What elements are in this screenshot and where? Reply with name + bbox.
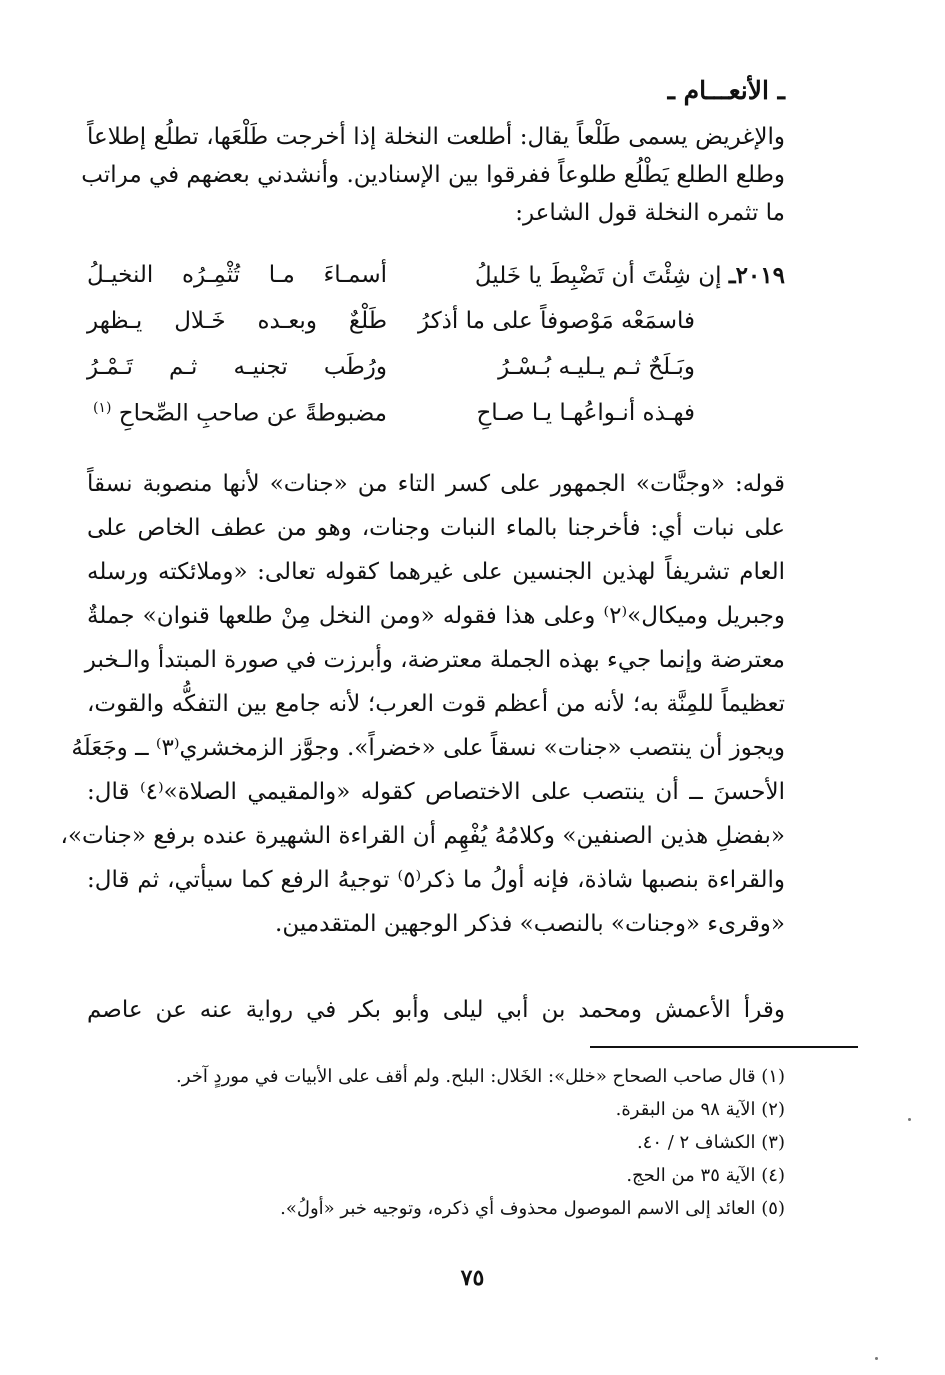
footnote: (٢) الآية ٩٨ من البقرة. [615, 1099, 785, 1120]
verse-second-hemistich: ورُطَب تجنيـه ثـم تَـمْـرُ [87, 354, 387, 380]
text-line: على نبات أي: فأخرجنا بالماء النبات وجنات، وهو من عطف الخاص على [87, 515, 785, 541]
poem-row [87, 400, 785, 446]
footnote: (١) قال صاحب الصحاح «خلل»: الخَلال: البلح. ولم أقف على الأبيات في موردٍ آخر. [176, 1066, 785, 1087]
footnote-ref: (١) [92, 400, 112, 416]
verse-first-hemistich [455, 262, 785, 289]
text-line: وجبريل وميكال»⁽٢⁾ وعلى هذا فقوله «ومن النخل مِنْ طلعها قنوان» جملةٌ [87, 603, 785, 629]
text-line: وطلع الطلع يَطْلُع طلوعاً ففرقوا بين الإسنادين. وأنشدني بعضهم في مراتب [81, 162, 785, 188]
text-line: «بفضلِ هذين الصنفين» وكلامُهُ يُفْهِم أن القراءة الشهيرة عنده برفع «جنات»، [60, 823, 785, 849]
hemistich-text: إن شِئْتَ أن تَضْبِطَ يا خَليلُ [474, 263, 722, 289]
footnote: (٣) الكشاف ٢ / ٤٠. [636, 1132, 785, 1153]
closing-paragraph [87, 990, 785, 1028]
footnote: (٤) الآية ٣٥ من الحج. [626, 1165, 785, 1186]
text-line: معترضة وإنما جيء بهذه الجملة معترضة، وأبرزت في صورة المبتدأ والـخبر [84, 647, 785, 673]
verse-second-hemistich [87, 400, 387, 427]
text-line: ويجوز أن ينتصب «جنات» نسقاً على «خضراً». وجوَّز الزمخشري⁽٣⁾ ــ وجَعَلَهُ [71, 735, 785, 761]
verse-second-hemistich: أسمـاءَ مـا تُثْمِـرُه النخيـلُ [87, 262, 387, 288]
verse-number: ٢٠١٩ـ [728, 262, 785, 289]
footnote-divider [590, 1046, 858, 1048]
commentary-paragraph [60, 462, 785, 946]
text-line: والإغريض يسمى طَلْعاً يقال: أطلعت النخلة إذا أخرجت طَلْعَها، تطلُع إطلاعاً [87, 124, 785, 150]
footnote: (٥) العائد إلى الاسم الموصول محذوف أي ذكره، وتوجيه خبر «أولُ». [280, 1198, 785, 1219]
verse-first-hemistich: وبَـلَحٌ ثـم يـليـه بُـسْـرُ [498, 354, 695, 380]
text-line: وقرأ الأعمش ومحمد بن أبي ليلى وأبو بكر في رواية عنه عن عاصم [87, 997, 785, 1023]
text-line: «وقرىء «وجنات» بالنصب» فذكر الوجهين المتقدمين. [275, 911, 785, 937]
text-line: ما تثمره النخلة قول الشاعر: [515, 200, 785, 226]
poem-verses [87, 262, 785, 446]
hemistich-text: مضبوطةً عن صاحبِ الصِّحاحِ [118, 400, 387, 427]
poem-row [87, 308, 785, 354]
text-line: تعظيماً للمِنَّة به؛ لأنه من أعظم قوت العرب؛ لأنه جامع بين التفكُّه والقوت، [87, 691, 785, 717]
footnotes [85, 1060, 785, 1225]
text-line: الأحسنَ ــ أن ينتصب على الاختصاص كقوله «والمقيمي الصلاة»⁽٤⁾ قال: [87, 779, 785, 805]
page-number: ٧٥ [460, 1265, 485, 1291]
text-line: قوله: «وجنَّات» الجمهور على كسر التاء من «جنات» لأنها منصوبة نسقاً [87, 471, 785, 497]
text-line: والقراءة بنصبها شاذة، فإنه أولُ ما ذكر⁽٥⁾ توجيهُ الرفع كما سيأتي، ثم قال: [87, 867, 785, 893]
verse-second-hemistich: طَلْعٌ وبعـده خَـلال يـظهر [87, 308, 387, 334]
scan-speck [908, 1118, 911, 1121]
verse-first-hemistich: فهـذه أنـواعُهـا يـا صـاحِ [476, 400, 695, 426]
poem-row [87, 262, 785, 308]
poem-row [87, 354, 785, 400]
verse-first-hemistich: فاسمَعْه مَوْصوفاً على ما أذكرُ [418, 308, 695, 334]
scan-speck [875, 1357, 878, 1360]
text-line: العام تشريفاً لهذين الجنسين على غيرهما كقوله تعالى: «وملائكته ورسله [87, 559, 785, 585]
intro-paragraph [81, 118, 785, 232]
running-header: ـ الأنعـــام ـ [667, 76, 785, 105]
